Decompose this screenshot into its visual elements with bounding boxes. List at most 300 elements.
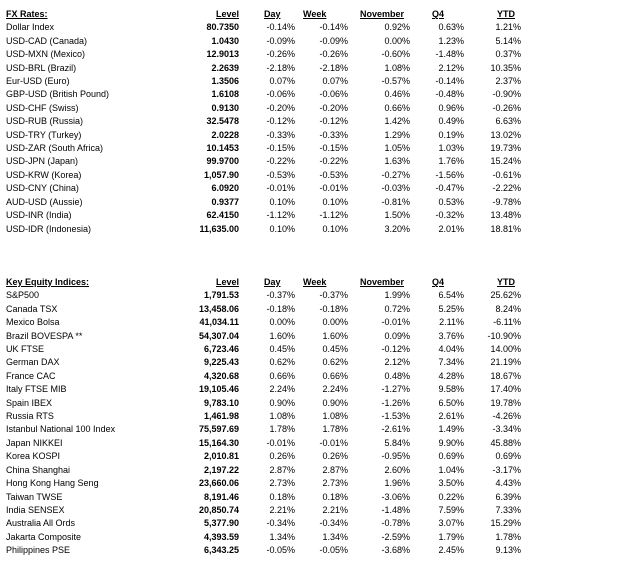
row-november: -0.03% — [381, 183, 410, 194]
row-level: 20,850.74 — [198, 504, 239, 515]
row-ytd: 1.21% — [495, 22, 521, 33]
table-row — [6, 75, 521, 88]
table-row — [6, 35, 521, 48]
row-level: 19,105.46 — [198, 384, 239, 395]
row-ytd: 19.73% — [490, 143, 521, 154]
row-name: German DAX — [6, 357, 60, 368]
row-name: USD-RUB (Russia) — [6, 116, 84, 127]
table-row — [6, 289, 521, 302]
table-row — [6, 142, 521, 155]
row-day: -0.09% — [266, 35, 295, 46]
equity-title: Key Equity Indices: — [6, 277, 90, 287]
row-november: -2.61% — [381, 424, 410, 435]
row-name: China Shanghai — [6, 464, 71, 475]
row-week: 0.26% — [322, 451, 348, 462]
row-november: 1.05% — [384, 143, 410, 154]
row-ytd: -4.26% — [492, 411, 521, 422]
row-day: 0.90% — [269, 397, 295, 408]
row-ytd: 6.63% — [495, 116, 521, 127]
row-name: Taiwan TWSE — [6, 491, 63, 502]
row-ytd: -6.11% — [493, 317, 521, 328]
row-day: 0.62% — [269, 357, 295, 368]
table-row — [6, 196, 521, 209]
row-level: 4,320.68 — [203, 370, 239, 381]
row-level: 0.9130 — [211, 102, 239, 113]
row-level: 9,783.10 — [203, 397, 239, 408]
table-row — [6, 169, 521, 182]
row-week: -1.12% — [319, 210, 348, 221]
row-q4: 0.96% — [438, 102, 464, 113]
row-november: -0.12% — [381, 344, 410, 355]
row-day: 2.24% — [269, 384, 295, 395]
row-name: USD-IDR (Indonesia) — [6, 223, 92, 234]
row-level: 80.7350 — [206, 22, 239, 33]
row-q4: 2.11% — [439, 317, 464, 328]
table-row — [6, 370, 521, 383]
row-week: 0.18% — [322, 491, 348, 502]
row-level: 4,393.59 — [203, 531, 239, 542]
row-name: India SENSEX — [6, 504, 65, 515]
row-name: Spain IBEX — [6, 397, 53, 408]
table-row — [6, 102, 521, 115]
row-name: USD-ZAR (South Africa) — [6, 143, 104, 154]
fx-q4-header: Q4 — [432, 9, 445, 19]
row-november: 1.42% — [384, 116, 410, 127]
table-row — [6, 356, 521, 369]
row-q4: 0.19% — [438, 129, 464, 140]
row-level: 99.9700 — [206, 156, 239, 167]
row-november: 0.48% — [384, 370, 410, 381]
row-ytd: 17.40% — [490, 384, 521, 395]
table-row — [6, 182, 521, 195]
row-ytd: -9.78% — [492, 196, 521, 207]
row-ytd: 4.43% — [495, 478, 521, 489]
row-day: -0.01% — [266, 437, 295, 448]
fx-rows — [6, 21, 521, 236]
table-row — [6, 491, 521, 504]
row-name: Dollar Index — [6, 22, 55, 33]
row-week: 2.21% — [322, 504, 348, 515]
table-row — [6, 464, 521, 477]
row-q4: 0.53% — [438, 196, 464, 207]
row-name: Italy FTSE MIB — [6, 384, 67, 395]
row-november: 0.66% — [384, 102, 410, 113]
equity-day-header: Day — [264, 277, 281, 287]
row-q4: -1.48% — [435, 49, 464, 60]
row-level: 2,010.81 — [203, 451, 239, 462]
row-november: 1.63% — [384, 156, 410, 167]
row-level: 2.2639 — [211, 62, 239, 73]
row-name: USD-BRL (Brazil) — [6, 62, 77, 73]
equity-ytd-header: YTD — [497, 277, 515, 287]
row-day: 0.45% — [269, 344, 295, 355]
row-q4: 3.76% — [438, 330, 464, 341]
row-week: -0.34% — [319, 518, 348, 529]
row-november: 1.99% — [384, 290, 410, 301]
table-row — [6, 383, 521, 396]
row-q4: 7.59% — [438, 504, 464, 515]
table-row — [6, 303, 521, 316]
row-week: 0.45% — [322, 344, 348, 355]
row-november: 0.46% — [384, 89, 410, 100]
row-day: 2.87% — [269, 464, 295, 475]
row-november: 5.84% — [384, 437, 410, 448]
row-level: 2,197.22 — [203, 464, 239, 475]
table-row — [6, 477, 521, 490]
table-row — [6, 316, 521, 329]
table-row — [6, 88, 521, 101]
row-ytd: 7.33% — [495, 504, 521, 515]
row-ytd: 18.67% — [490, 370, 521, 381]
row-name: USD-TRY (Turkey) — [6, 129, 82, 140]
row-week: 2.87% — [322, 464, 348, 475]
row-q4: 3.07% — [438, 518, 464, 529]
row-week: -0.33% — [319, 129, 348, 140]
row-name: Brazil BOVESPA ** — [6, 330, 83, 341]
row-ytd: 15.24% — [490, 156, 521, 167]
row-ytd: 9.13% — [495, 545, 521, 556]
row-ytd: 25.62% — [490, 290, 521, 301]
row-november: -0.57% — [381, 76, 410, 87]
row-day: 0.18% — [269, 491, 295, 502]
row-november: 0.72% — [384, 303, 410, 314]
row-name: Istanbul National 100 Index — [6, 424, 116, 435]
row-q4: 6.50% — [438, 397, 464, 408]
row-q4: -0.48% — [435, 89, 464, 100]
table-row — [6, 129, 521, 142]
row-day: -0.14% — [266, 22, 295, 33]
table-row — [6, 397, 521, 410]
row-name: Japan NIKKEI — [6, 437, 63, 448]
row-week: -0.09% — [319, 35, 348, 46]
row-november: -1.26% — [381, 397, 410, 408]
row-q4: 0.69% — [438, 451, 464, 462]
row-name: Eur-USD (Euro) — [6, 76, 70, 87]
row-level: 23,660.06 — [198, 478, 239, 489]
row-week: -0.06% — [319, 89, 348, 100]
row-level: 6,723.46 — [203, 344, 239, 355]
fx-day-header: Day — [264, 9, 281, 19]
row-november: -1.27% — [381, 384, 410, 395]
row-ytd: 15.29% — [490, 518, 521, 529]
row-level: 9,225.43 — [203, 357, 239, 368]
table-row — [6, 343, 521, 356]
row-name: USD-CHF (Swiss) — [6, 102, 79, 113]
row-q4: -0.14% — [435, 76, 464, 87]
row-november: 2.12% — [384, 357, 410, 368]
row-name: Canada TSX — [6, 303, 58, 314]
row-level: 12.9013 — [206, 49, 239, 60]
row-day: 1.34% — [269, 531, 295, 542]
row-november: 0.09% — [384, 330, 410, 341]
row-q4: 4.28% — [438, 370, 464, 381]
fx-november-header: November — [360, 9, 405, 19]
equity-q4-header: Q4 — [432, 277, 445, 287]
row-level: 41,034.11 — [199, 317, 239, 328]
row-day: -0.53% — [266, 169, 295, 180]
row-november: 3.20% — [384, 223, 410, 234]
row-november: -0.01% — [381, 317, 410, 328]
row-name: Jakarta Composite — [6, 531, 82, 542]
row-q4: 1.04% — [438, 464, 464, 475]
row-november: -3.06% — [381, 491, 410, 502]
row-november: -0.95% — [381, 451, 410, 462]
row-day: 1.60% — [269, 330, 295, 341]
table-row — [6, 223, 521, 236]
row-day: -0.05% — [266, 545, 295, 556]
equity-header-row — [6, 276, 521, 289]
row-day: -0.26% — [266, 49, 295, 60]
row-level: 0.9377 — [211, 196, 239, 207]
row-day: -0.06% — [266, 89, 295, 100]
row-day: -0.33% — [266, 129, 295, 140]
row-name: GBP-USD (British Pound) — [6, 89, 110, 100]
row-ytd: -3.34% — [492, 424, 521, 435]
row-week: 1.08% — [322, 411, 348, 422]
row-ytd: -10.90% — [487, 330, 521, 341]
row-ytd: -2.22% — [492, 183, 521, 194]
row-ytd: 6.39% — [495, 491, 521, 502]
row-november: -0.78% — [381, 518, 410, 529]
row-name: USD-JPN (Japan) — [6, 156, 79, 167]
row-ytd: 5.14% — [495, 35, 521, 46]
row-ytd: -0.90% — [492, 89, 521, 100]
equity-november-header: November — [360, 277, 405, 287]
row-q4: 1.79% — [438, 531, 464, 542]
row-level: 15,164.30 — [198, 437, 239, 448]
row-q4: 4.04% — [438, 344, 464, 355]
row-name: USD-CAD (Canada) — [6, 35, 88, 46]
row-day: -0.37% — [266, 290, 295, 301]
row-november: -1.53% — [381, 411, 410, 422]
fx-week-header: Week — [303, 9, 327, 19]
row-name: Mexico Bolsa — [6, 317, 60, 328]
row-q4: 2.61% — [438, 411, 464, 422]
row-week: 0.66% — [322, 370, 348, 381]
row-week: -0.05% — [319, 545, 348, 556]
row-week: -2.18% — [319, 62, 348, 73]
row-name: UK FTSE — [6, 344, 45, 355]
row-ytd: -0.26% — [492, 102, 521, 113]
row-week: 0.90% — [322, 397, 348, 408]
fx-rates-table — [6, 8, 521, 236]
row-q4: 2.01% — [438, 223, 464, 234]
row-week: -0.01% — [319, 183, 348, 194]
fx-title: FX Rates: — [6, 9, 48, 19]
row-november: 0.92% — [384, 22, 410, 33]
row-level: 75,597.69 — [198, 424, 239, 435]
row-week: -0.01% — [319, 437, 348, 448]
row-level: 8,191.46 — [203, 491, 239, 502]
row-level: 6,343.25 — [203, 545, 239, 556]
row-level: 1.3506 — [211, 76, 239, 87]
fx-header-row — [6, 8, 521, 21]
row-q4: 1.03% — [438, 143, 464, 154]
row-day: 0.26% — [269, 451, 295, 462]
table-row — [6, 531, 521, 544]
fx-level-header: Level — [215, 9, 239, 19]
row-day: -0.12% — [266, 116, 295, 127]
row-q4: 0.22% — [438, 491, 464, 502]
row-q4: 5.25% — [438, 303, 464, 314]
row-week: 0.10% — [322, 196, 348, 207]
table-row — [6, 544, 521, 557]
row-level: 13,458.06 — [198, 303, 239, 314]
row-ytd: 13.48% — [490, 210, 521, 221]
row-day: -1.12% — [266, 210, 295, 221]
row-week: -0.26% — [319, 49, 348, 60]
row-q4: 9.90% — [438, 437, 464, 448]
row-november: 0.00% — [384, 35, 410, 46]
row-level: 2.0228 — [211, 129, 239, 140]
row-level: 1,461.98 — [203, 411, 239, 422]
row-q4: 9.58% — [438, 384, 464, 395]
row-name: France CAC — [6, 370, 56, 381]
row-week: 0.62% — [322, 357, 348, 368]
table-row — [6, 330, 521, 343]
row-q4: 2.45% — [438, 545, 464, 556]
row-ytd: 21.19% — [490, 357, 521, 368]
row-day: 0.66% — [269, 370, 295, 381]
row-name: USD-INR (India) — [6, 210, 72, 221]
row-q4: -0.47% — [435, 183, 464, 194]
row-november: -0.81% — [381, 196, 410, 207]
row-q4: 1.76% — [438, 156, 464, 167]
row-week: -0.20% — [319, 102, 348, 113]
table-row — [6, 423, 521, 436]
row-week: 0.00% — [322, 317, 348, 328]
row-week: 1.34% — [322, 531, 348, 542]
row-week: -0.18% — [319, 303, 348, 314]
table-row — [6, 504, 521, 517]
row-week: -0.14% — [319, 22, 348, 33]
row-q4: 7.34% — [438, 357, 464, 368]
row-week: -0.53% — [319, 169, 348, 180]
row-day: 0.10% — [269, 223, 295, 234]
row-november: -1.48% — [381, 504, 410, 515]
row-ytd: 19.78% — [490, 397, 521, 408]
table-row — [6, 209, 521, 222]
row-level: 54,307.04 — [198, 330, 239, 341]
row-level: 1,057.90 — [203, 169, 239, 180]
row-week: -0.12% — [319, 116, 348, 127]
row-week: -0.37% — [319, 290, 348, 301]
row-ytd: -0.61% — [492, 169, 521, 180]
row-name: Australia All Ords — [6, 518, 76, 529]
row-ytd: 45.88% — [490, 437, 521, 448]
row-name: USD-CNY (China) — [6, 183, 79, 194]
row-day: -0.18% — [266, 303, 295, 314]
table-row — [6, 62, 521, 75]
row-name: S&P500 — [6, 290, 40, 301]
row-ytd: 10.35% — [490, 62, 521, 73]
table-row — [6, 410, 521, 423]
row-level: 1.6108 — [211, 89, 239, 100]
equity-week-header: Week — [303, 277, 327, 287]
row-level: 62.4150 — [206, 210, 239, 221]
row-q4: -0.32% — [435, 210, 464, 221]
row-day: 1.78% — [269, 424, 295, 435]
row-week: 2.73% — [322, 478, 348, 489]
row-name: Russia RTS — [6, 411, 54, 422]
row-day: -0.01% — [266, 183, 295, 194]
row-name: Hong Kong Hang Seng — [6, 478, 99, 489]
row-level: 10.1453 — [206, 143, 239, 154]
row-level: 11,635.00 — [199, 223, 239, 234]
row-name: USD-MXN (Mexico) — [6, 49, 86, 60]
row-level: 6.0920 — [211, 183, 239, 194]
table-row — [6, 115, 521, 128]
row-day: -0.15% — [266, 143, 295, 154]
row-q4: 0.63% — [438, 22, 464, 33]
row-ytd: 8.24% — [495, 303, 521, 314]
row-name: Korea KOSPI — [6, 451, 61, 462]
row-q4: -1.56% — [435, 169, 464, 180]
row-november: 1.50% — [384, 210, 410, 221]
table-row — [6, 21, 521, 34]
row-ytd: -3.17% — [492, 464, 521, 475]
equity-level-header: Level — [215, 277, 239, 287]
row-level: 32.5478 — [206, 116, 239, 127]
row-level: 1,791.53 — [203, 290, 239, 301]
row-day: 1.08% — [269, 411, 295, 422]
row-november: -3.68% — [381, 545, 410, 556]
row-day: -2.18% — [266, 62, 295, 73]
table-row — [6, 517, 521, 530]
table-row — [6, 155, 521, 168]
row-week: 1.60% — [322, 330, 348, 341]
equity-rows — [6, 289, 521, 557]
row-name: USD-KRW (Korea) — [6, 169, 82, 180]
row-ytd: 0.37% — [495, 49, 521, 60]
row-week: 2.24% — [322, 384, 348, 395]
table-row — [6, 48, 521, 61]
row-day: 0.07% — [269, 76, 295, 87]
row-november: 2.60% — [384, 464, 410, 475]
row-week: -0.15% — [319, 143, 348, 154]
row-q4: 3.50% — [438, 478, 464, 489]
row-q4: 1.23% — [438, 35, 464, 46]
row-day: -0.20% — [266, 102, 295, 113]
row-week: 1.78% — [322, 424, 348, 435]
row-november: 1.08% — [384, 62, 410, 73]
row-ytd: 1.78% — [495, 531, 521, 542]
row-ytd: 14.00% — [490, 344, 521, 355]
table-row — [6, 437, 521, 450]
row-ytd: 2.37% — [495, 76, 521, 87]
row-q4: 1.49% — [438, 424, 464, 435]
row-week: -0.22% — [319, 156, 348, 167]
row-ytd: 18.81% — [490, 223, 521, 234]
fx-ytd-header: YTD — [497, 9, 515, 19]
table-row — [6, 450, 521, 463]
row-name: AUD-USD (Aussie) — [6, 196, 83, 207]
row-day: -0.22% — [266, 156, 295, 167]
row-name: Philippines PSE — [6, 545, 71, 556]
row-november: 1.96% — [384, 478, 410, 489]
row-level: 1.0430 — [211, 35, 239, 46]
equity-indices-table — [6, 276, 521, 558]
row-november: -0.60% — [381, 49, 410, 60]
row-ytd: 0.69% — [495, 451, 521, 462]
row-november: -2.59% — [381, 531, 410, 542]
row-week: 0.10% — [322, 223, 348, 234]
row-q4: 6.54% — [438, 290, 464, 301]
row-ytd: 13.02% — [490, 129, 521, 140]
row-day: 0.10% — [269, 196, 295, 207]
row-day: -0.34% — [266, 518, 295, 529]
row-q4: 2.12% — [438, 62, 464, 73]
